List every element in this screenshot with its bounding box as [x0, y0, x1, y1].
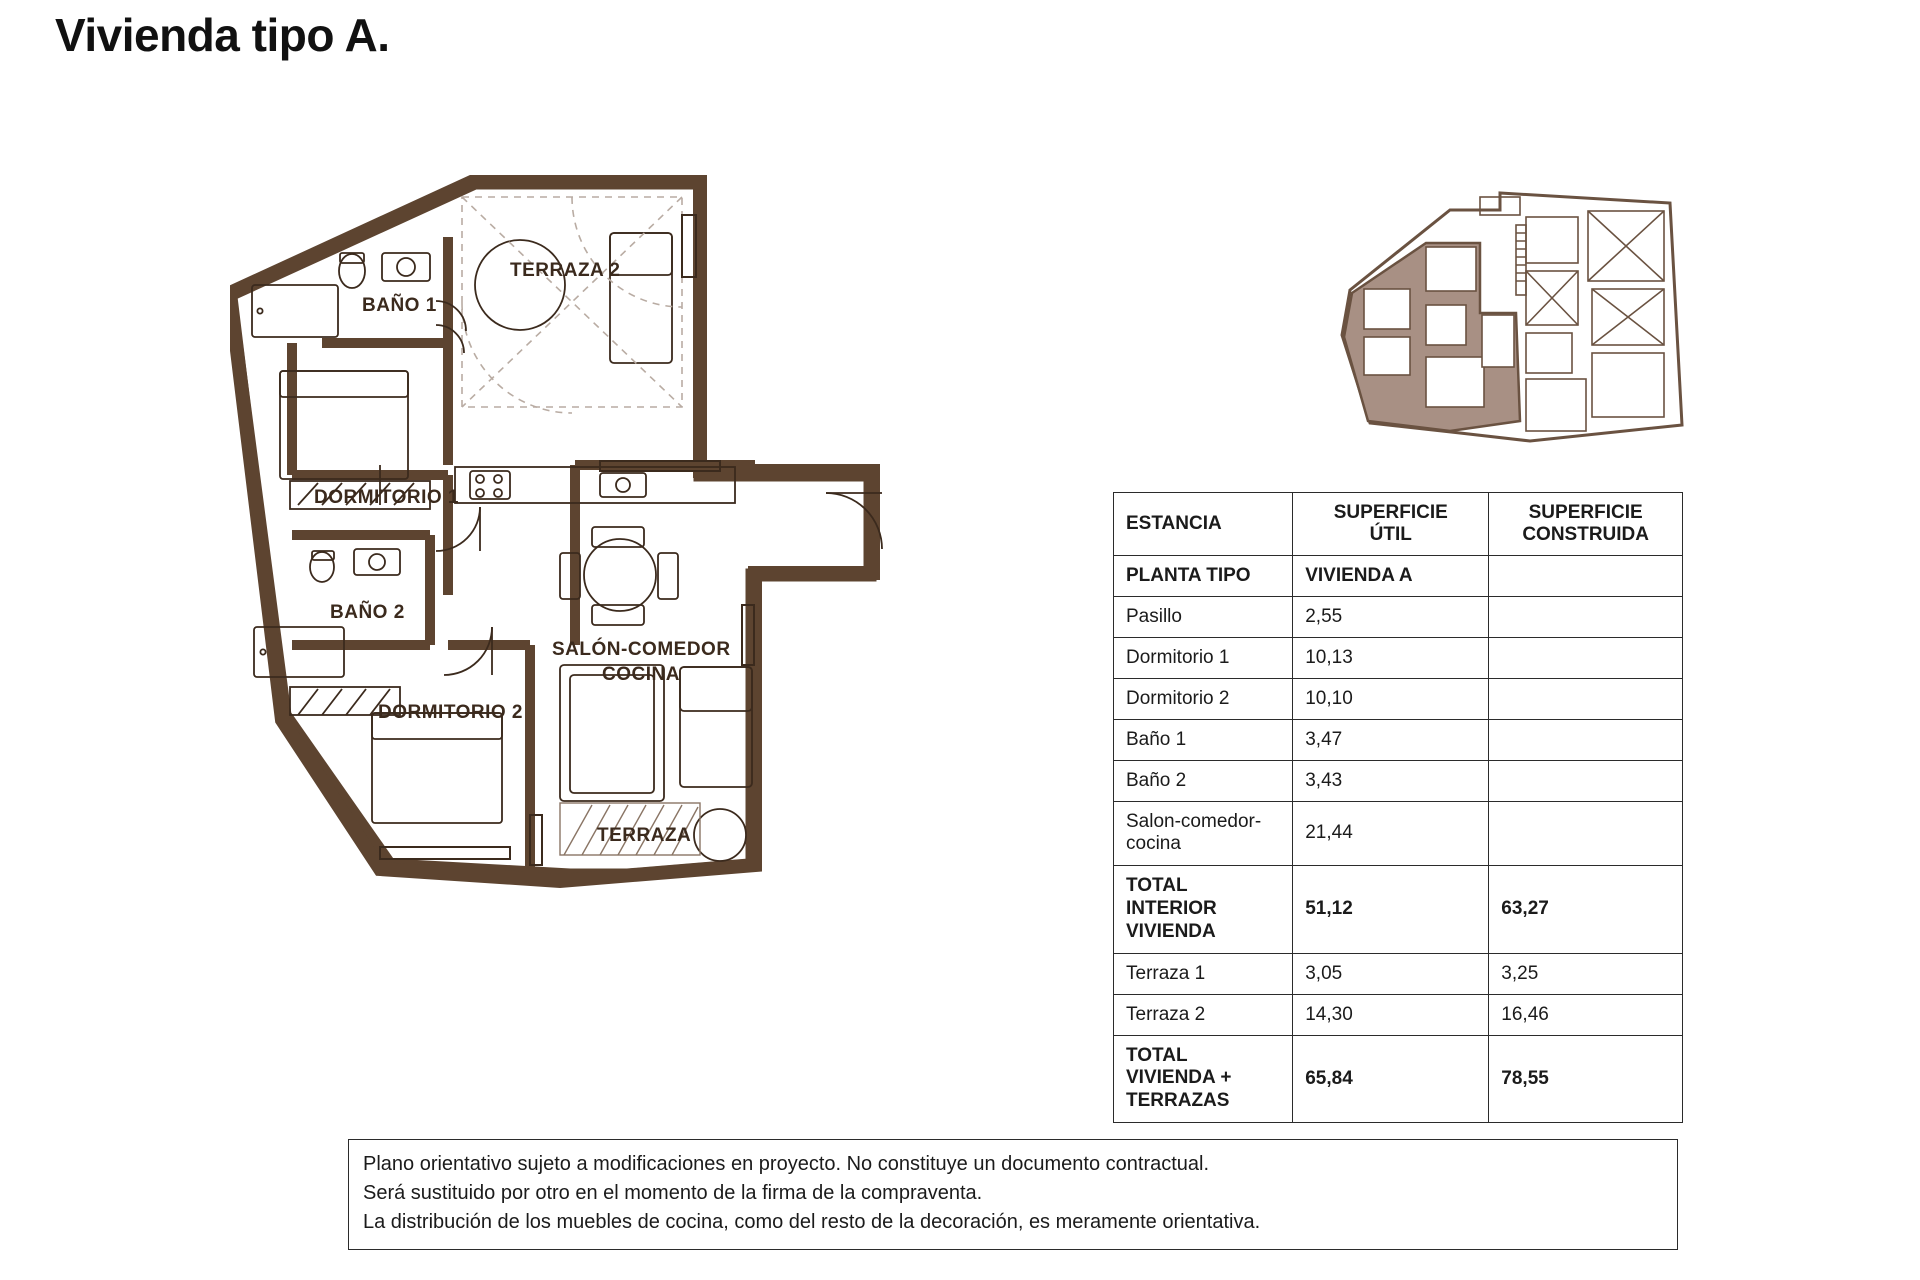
- row-room: TOTAL INTERIOR VIVIENDA: [1114, 866, 1293, 953]
- row-room: Pasillo: [1114, 596, 1293, 637]
- table-subheader-row: [1114, 555, 1683, 596]
- row-const: 16,46: [1489, 994, 1683, 1035]
- table-row: [1114, 637, 1683, 678]
- disclaimer-box: [348, 1139, 1678, 1250]
- table-header-row: [1114, 493, 1683, 556]
- subheader-empty: [1489, 555, 1683, 596]
- row-room: Dormitorio 2: [1114, 678, 1293, 719]
- table-row: [1114, 760, 1683, 801]
- key-plan: [1330, 185, 1690, 455]
- row-room: Dormitorio 1: [1114, 637, 1293, 678]
- areas-table: [1113, 492, 1683, 1123]
- room-label-dormitorio-2: DORMITORIO 2: [378, 702, 523, 723]
- header-superficie-construida: [1489, 493, 1683, 556]
- table-row: [1114, 953, 1683, 994]
- row-util: 51,12: [1293, 866, 1489, 953]
- row-util: 3,05: [1293, 953, 1489, 994]
- row-const: [1489, 719, 1683, 760]
- header-estancia: ESTANCIA: [1114, 493, 1293, 556]
- header-superficie-util-line1: SUPERFICIE: [1333, 502, 1448, 523]
- row-room: Salon-comedor-cocina: [1114, 801, 1293, 866]
- areas-table-body: [1114, 555, 1683, 1122]
- row-util: 3,47: [1293, 719, 1489, 760]
- disclaimer-line-3: La distribución de los muebles de cocina, como del resto de la decoración, es meramente orientativa.: [363, 1211, 1261, 1233]
- row-util: 21,44: [1293, 801, 1489, 866]
- row-const: 3,25: [1489, 953, 1683, 994]
- areas-table-container: [1113, 492, 1683, 1123]
- header-superficie-construida-line2: CONSTRUIDA: [1522, 523, 1649, 545]
- row-const: [1489, 760, 1683, 801]
- room-label-terraza-2: TERRAZA 2: [510, 260, 621, 281]
- room-label-cocina: COCINA: [602, 664, 680, 685]
- room-label-dormitorio-1: DORMITORIO 1: [314, 487, 459, 508]
- row-util: 10,13: [1293, 637, 1489, 678]
- disclaimer-line-1: Plano orientativo sujeto a modificaciones en proyecto. No constituye un documento contractual.: [363, 1153, 1210, 1175]
- row-const: 78,55: [1489, 1035, 1683, 1122]
- table-row-total-vivienda: [1114, 1035, 1683, 1122]
- page-title: Vivienda tipo A.: [55, 9, 390, 61]
- header-superficie-util-line2: ÚTIL: [1369, 523, 1412, 545]
- row-util: 3,43: [1293, 760, 1489, 801]
- header-superficie-util: [1293, 493, 1489, 556]
- row-room: Baño 2: [1114, 760, 1293, 801]
- room-label-terraza-1: TERRAZA: [597, 825, 692, 846]
- subheader-planta-tipo: PLANTA TIPO: [1114, 555, 1293, 596]
- row-util: 14,30: [1293, 994, 1489, 1035]
- row-const: [1489, 637, 1683, 678]
- row-const: [1489, 801, 1683, 866]
- table-row: [1114, 596, 1683, 637]
- row-const: 63,27: [1489, 866, 1683, 953]
- room-label-bano-1: BAÑO 1: [362, 295, 437, 316]
- disclaimer-line-2: Será sustituido por otro en el momento de la firma de la compraventa.: [363, 1182, 983, 1204]
- row-util: 10,10: [1293, 678, 1489, 719]
- subheader-vivienda: VIVIENDA A: [1293, 555, 1489, 596]
- table-row: [1114, 801, 1683, 866]
- room-label-bano-2: BAÑO 2: [330, 602, 405, 623]
- row-room: Baño 1: [1114, 719, 1293, 760]
- table-row: [1114, 719, 1683, 760]
- row-util: 65,84: [1293, 1035, 1489, 1122]
- floor-plan-drawing: [230, 175, 1130, 935]
- table-row: [1114, 994, 1683, 1035]
- floor-plan: [230, 175, 1130, 935]
- row-const: [1489, 596, 1683, 637]
- header-superficie-construida-line1: SUPERFICIE: [1528, 502, 1643, 523]
- row-room: Terraza 1: [1114, 953, 1293, 994]
- row-util: 2,55: [1293, 596, 1489, 637]
- row-room: Terraza 2: [1114, 994, 1293, 1035]
- table-row-total-interior: [1114, 866, 1683, 953]
- table-row: [1114, 678, 1683, 719]
- row-room: TOTAL VIVIENDA + TERRAZAS: [1114, 1035, 1293, 1122]
- room-label-salon-comedor: SALÓN-COMEDOR: [552, 639, 731, 660]
- row-const: [1489, 678, 1683, 719]
- key-plan-drawing: [1330, 185, 1690, 455]
